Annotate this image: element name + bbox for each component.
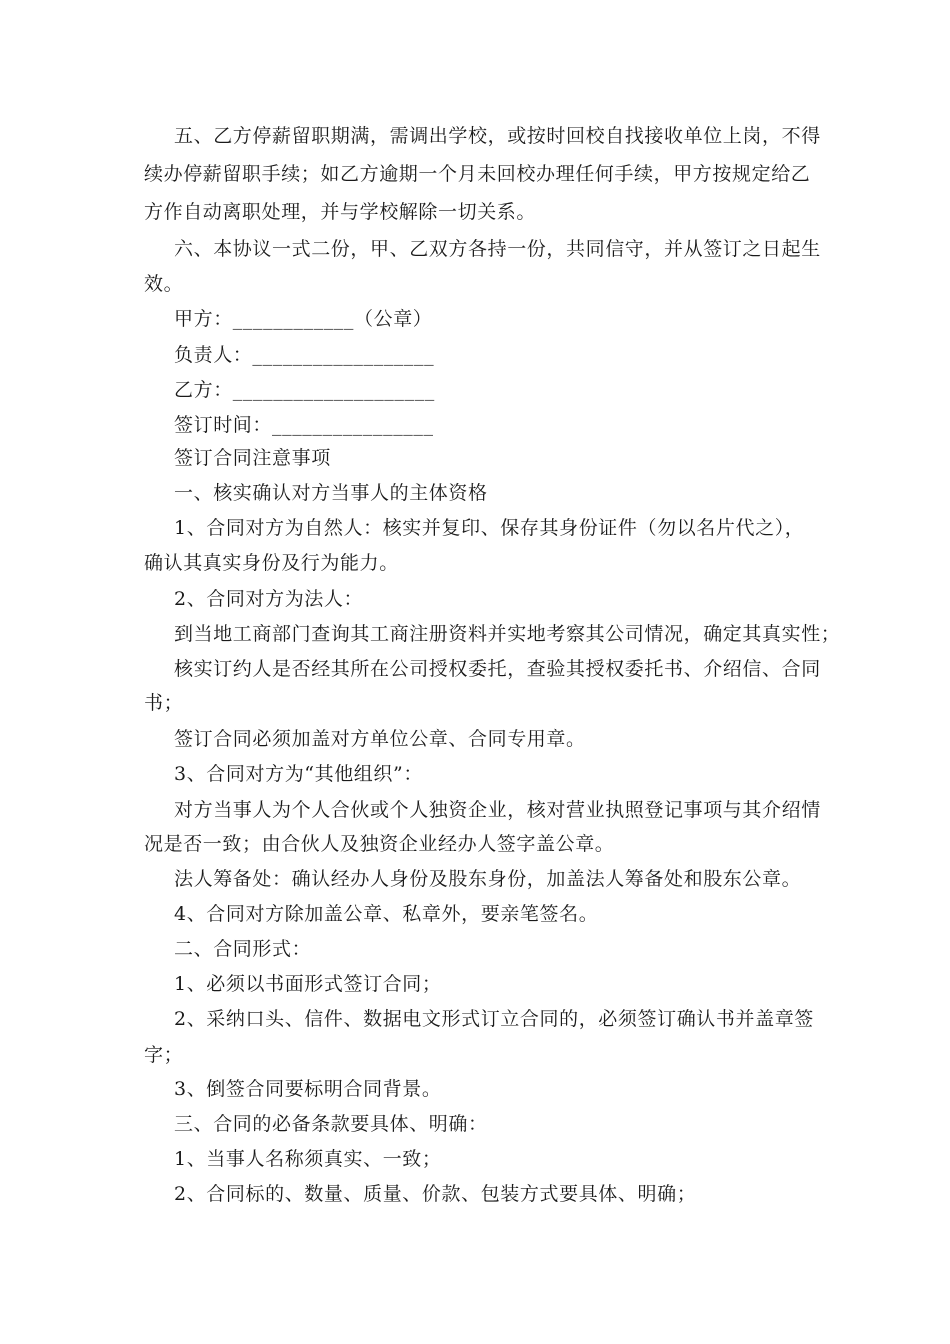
section-heading: 二、合同形式：	[174, 938, 312, 960]
paragraph-line: 3、倒签合同要标明合同背景。	[174, 1078, 442, 1100]
signature-party-a: 甲方：____________（公章）	[174, 308, 433, 330]
paragraph-line: 确认其真实身份及行为能力。	[144, 552, 399, 574]
paragraph-line: 六、本协议一式二份，甲、乙双方各持一份，共同信守，并从签订之日起生	[174, 238, 821, 260]
paragraph-line: 续办停薪留职手续；如乙方逾期一个月未回校办理任何手续，甲方按规定给乙	[144, 163, 811, 185]
paragraph-line: 3、合同对方为“其他组织”：	[174, 763, 423, 785]
signature-responsible-person: 负责人：__________________	[174, 344, 435, 366]
paragraph-line: 五、乙方停薪留职期满，需调出学校，或按时回校自找接收单位上岗，不得	[174, 125, 821, 147]
paragraph-line: 书；	[144, 692, 184, 714]
paragraph-line: 核实订约人是否经其所在公司授权委托，查验其授权委托书、介绍信、合同	[174, 658, 821, 680]
paragraph-line: 2、合同标的、数量、质量、价款、包装方式要具体、明确；	[174, 1183, 697, 1205]
paragraph-line: 1、当事人名称须真实、一致；	[174, 1148, 442, 1170]
paragraph-line: 到当地工商部门查询其工商注册资料并实地考察其公司情况，确定其真实性；	[174, 623, 841, 645]
paragraph-line: 况是否一致；由合伙人及独资企业经办人签字盖公章。	[144, 833, 615, 855]
paragraph-line: 1、合同对方为自然人：核实并复印、保存其身份证件（勿以名片代之），	[174, 517, 805, 539]
paragraph-line: 2、合同对方为法人：	[174, 588, 364, 610]
signature-party-b: 乙方：____________________	[174, 379, 435, 401]
paragraph-line: 签订合同必须加盖对方单位公章、合同专用章。	[174, 728, 586, 750]
paragraph-line: 对方当事人为个人合伙或个人独资企业，核对营业执照登记事项与其介绍情	[174, 799, 821, 821]
paragraph-line: 1、必须以书面形式签订合同；	[174, 973, 442, 995]
paragraph-line: 效。	[144, 273, 184, 295]
signature-date: 签订时间：________________	[174, 414, 434, 436]
section-heading: 签订合同注意事项	[174, 447, 331, 469]
section-heading: 一、核实确认对方当事人的主体资格	[174, 482, 488, 504]
paragraph-line: 方作自动离职处理，并与学校解除一切关系。	[144, 201, 537, 223]
paragraph-line: 法人筹备处：确认经办人身份及股东身份，加盖法人筹备处和股东公章。	[174, 868, 802, 890]
paragraph-line: 2、采纳口头、信件、数据电文形式订立合同的，必须签订确认书并盖章签	[174, 1008, 814, 1030]
paragraph-line: 4、合同对方除加盖公章、私章外，要亲笔签名。	[174, 903, 599, 925]
paragraph-line: 字；	[144, 1044, 184, 1066]
section-heading: 三、合同的必备条款要具体、明确：	[174, 1113, 488, 1135]
